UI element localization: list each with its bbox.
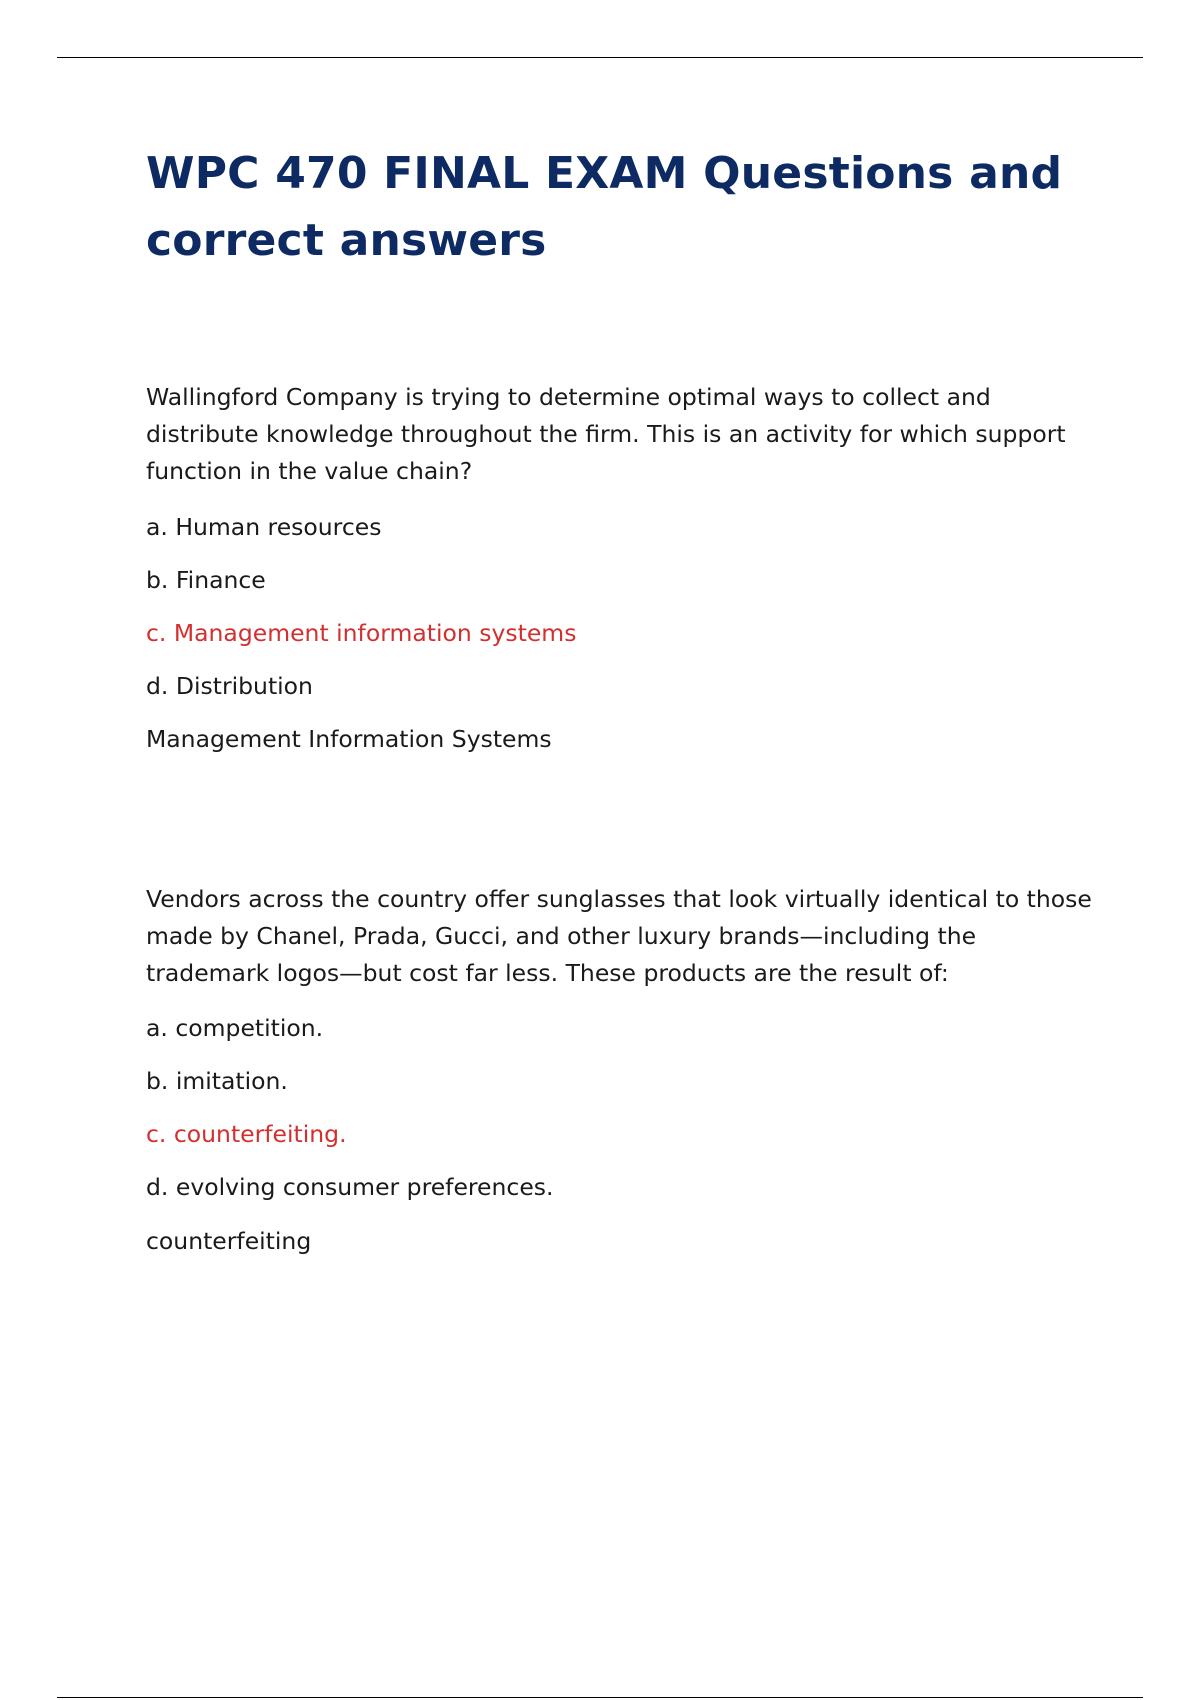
document-title: WPC 470 FINAL EXAM Questions and correct answers [146, 148, 1063, 266]
question-1-text: Wallingford Company is trying to determine optimal ways to collect and distribute knowledge throughout the firm. This is an activity for which support function in the value chain? [146, 383, 1066, 485]
question-2-option-c-correct: c. counterfeiting. [146, 1120, 347, 1148]
question-2-option-d: d. evolving consumer preferences. [146, 1173, 554, 1201]
question-1-option-d: d. Distribution [146, 672, 313, 700]
question-2-option-b: b. imitation. [146, 1067, 288, 1095]
bottom-rule [57, 1697, 1143, 1698]
question-2-answer: counterfeiting [146, 1227, 312, 1255]
top-rule [57, 57, 1143, 58]
question-1-option-a: a. Human resources [146, 513, 382, 541]
question-2-text: Vendors across the country offer sunglasses that look virtually identical to those made by Chanel, Prada, Gucci, and other luxury brands—including the trademark logos—but cost far less. These products are the result of: [146, 885, 1092, 987]
question-1-answer: Management Information Systems [146, 725, 552, 753]
question-1-option-c-correct: c. Management information systems [146, 619, 577, 647]
question-1-option-b: b. Finance [146, 566, 266, 594]
question-2-option-a: a. competition. [146, 1014, 324, 1042]
